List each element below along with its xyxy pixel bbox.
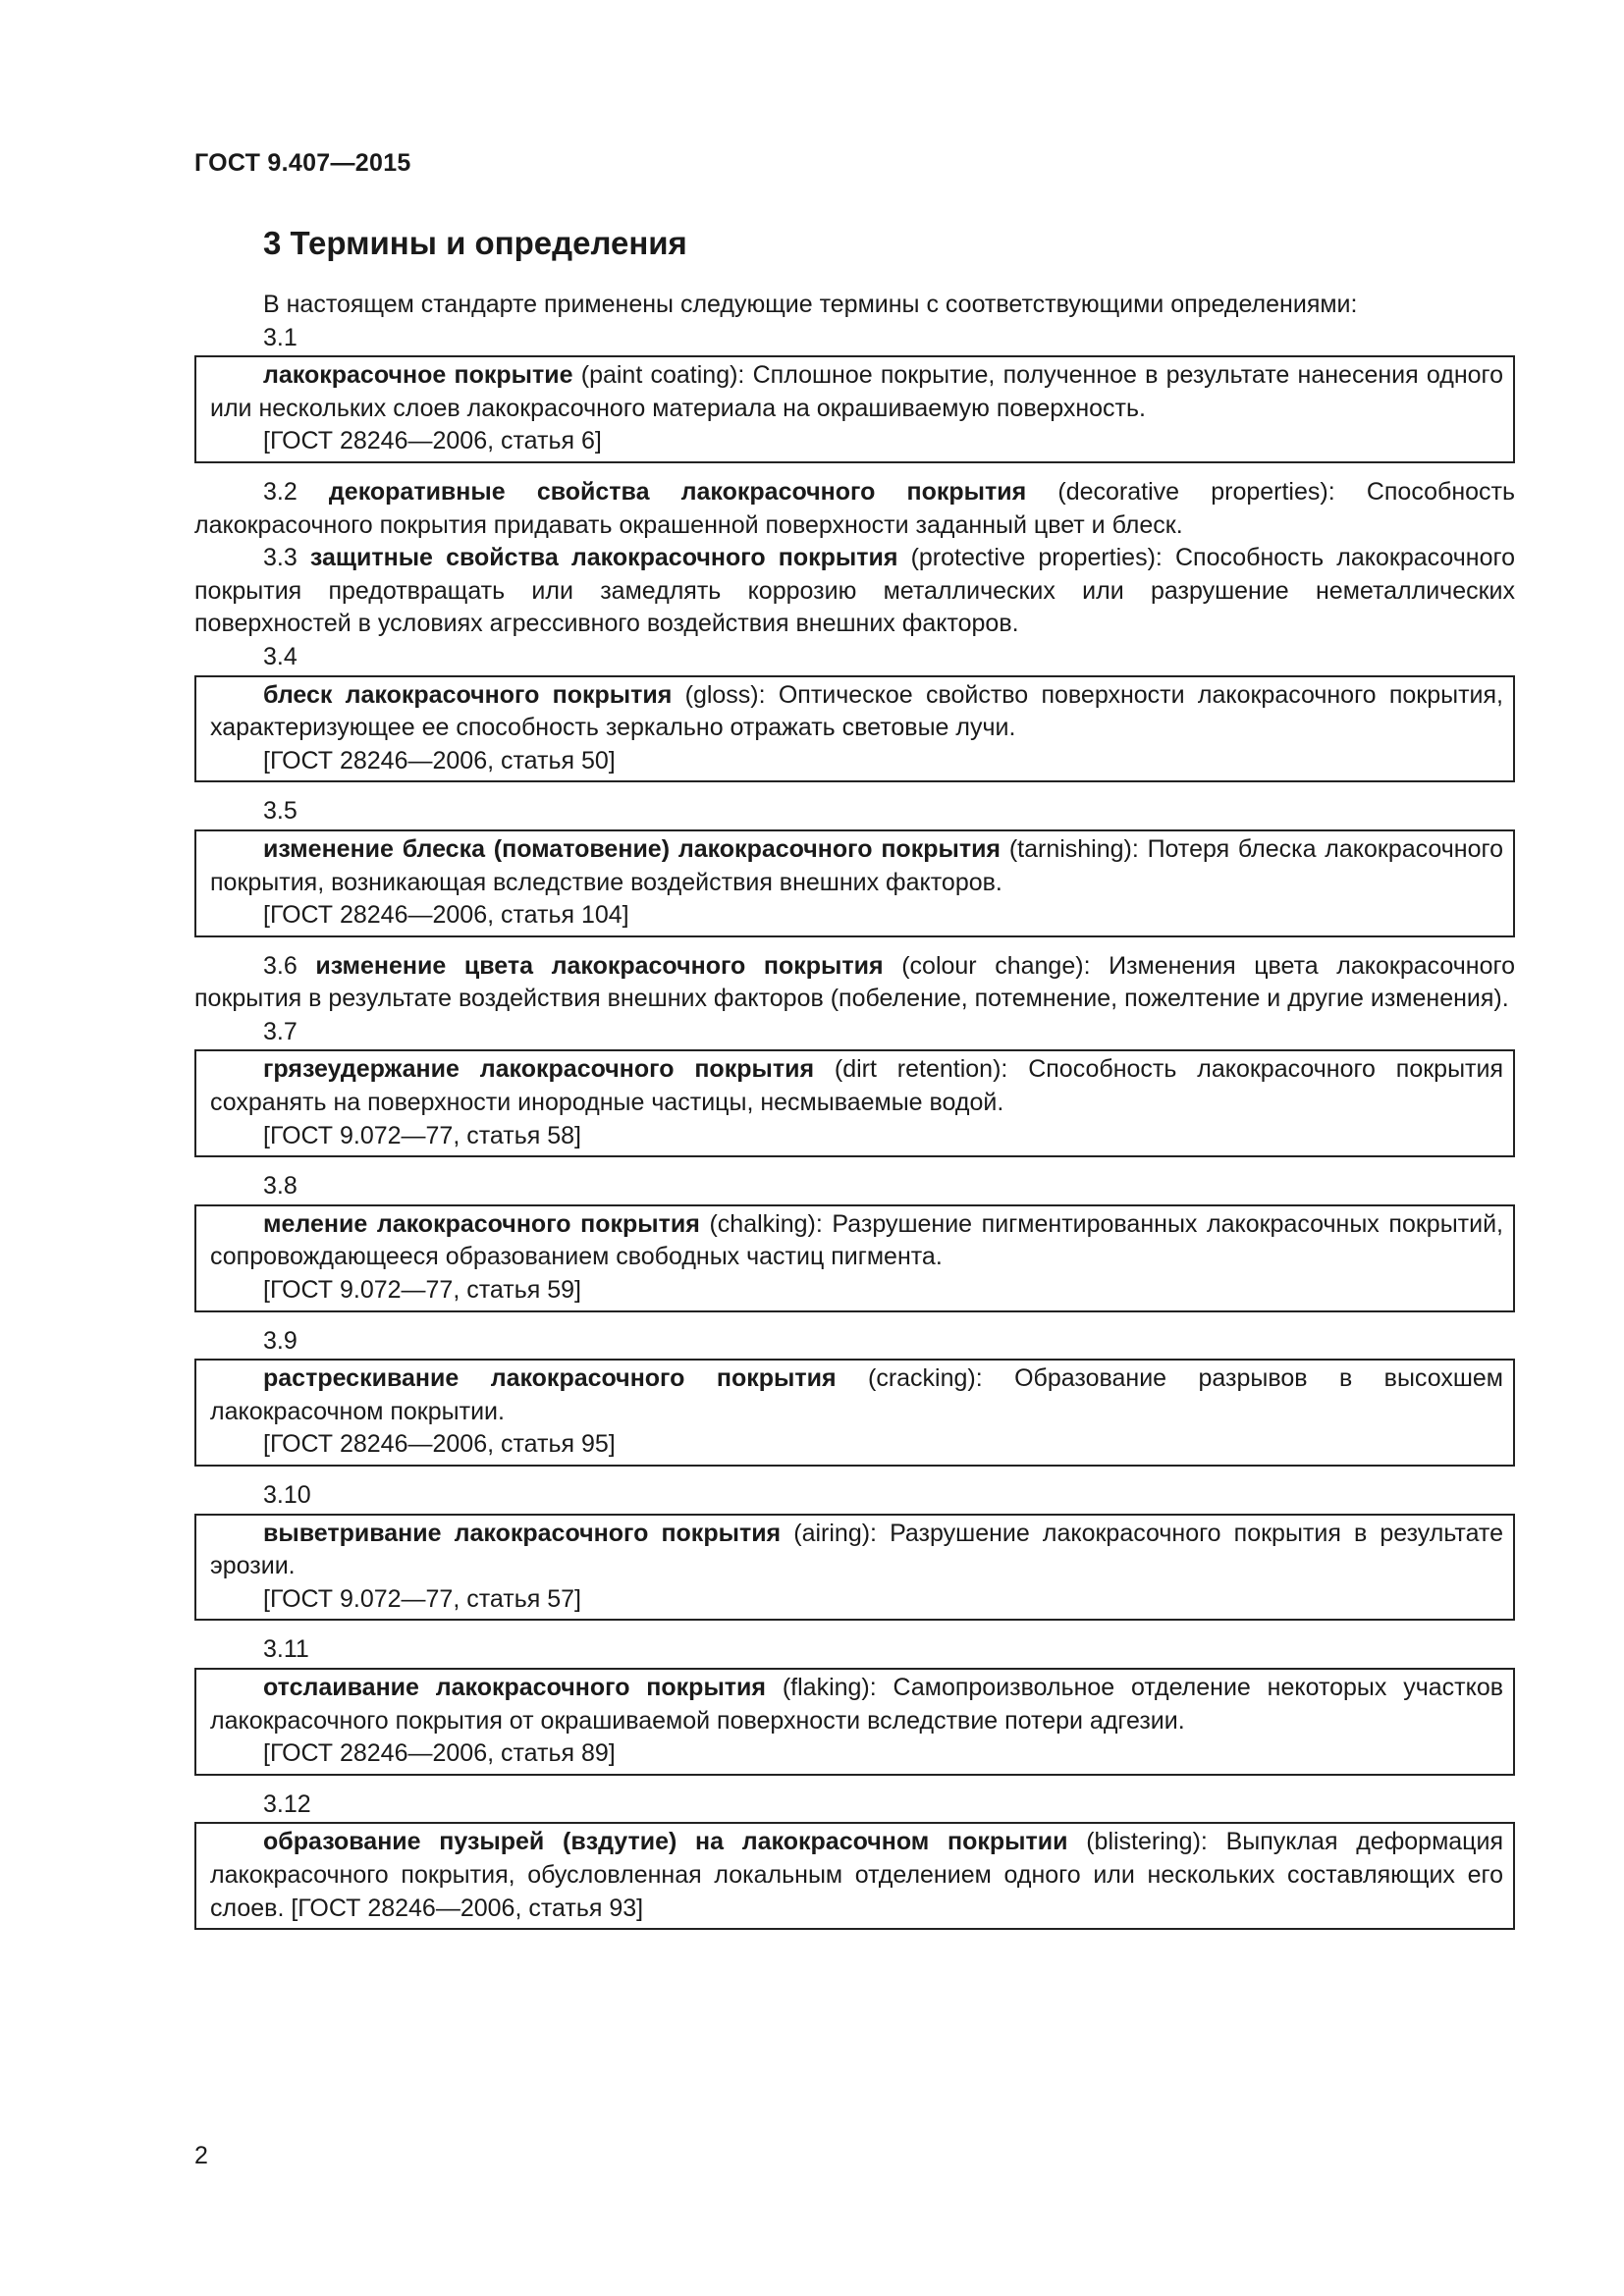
term-definition xyxy=(210,833,1503,899)
term-box xyxy=(194,1359,1515,1467)
term-text: (dirt retention): Способность лакокрасочного покрытия сохранять на поверхности инородные частицы, несмываемые водой. xyxy=(210,1055,1504,1117)
term-definition xyxy=(210,679,1503,745)
term-text: (paint coating): Сплошное покрытие, полученное в результате нанесения одного или нескольких слоев лакокрасочного материала на окрашиваемую поверхность. xyxy=(210,361,1504,422)
term-number: 3.3 xyxy=(263,544,310,572)
term-text: (colour change): Изменения цвета лакокрасочного покрытия в результате воздействия внешних факторов (побеление, потемнение, пожелтение и другие изменения). xyxy=(194,951,1515,1013)
term-text: (flaking): Самопроизвольное отделение некоторых участков лакокрасочного покрытия от окрашиваемой поверхности вследствие потери адгезии. xyxy=(210,1673,1503,1735)
term-reference: [ГОСТ 28246—2006, статья 95] xyxy=(263,1430,616,1459)
term-box xyxy=(194,675,1515,783)
term-text: (protective properties): Способность лакокрасочного покрытия предотвращать или замедлять коррозию металлических или разрушение неметаллических поверхностей в условиях агрессивного воздействия внешних факторов. xyxy=(194,544,1515,638)
term-text: (tarnishing): Потеря блеска лакокрасочного покрытия, возникающая вследствие воздействия внешних факторов. xyxy=(210,834,1503,896)
term-paragraph xyxy=(194,476,1515,542)
document-body xyxy=(194,224,1515,1943)
term-name: растрескивание лакокрасочного покрытия xyxy=(263,1364,837,1393)
term-number: 3.6 xyxy=(263,951,316,980)
document-header: ГОСТ 9.407—2015 xyxy=(194,149,411,177)
term-reference: [ГОСТ 9.072—77, статья 58] xyxy=(263,1121,581,1149)
term-reference: [ГОСТ 28246—2006, статья 6] xyxy=(263,427,602,455)
term-number: 3.7 xyxy=(263,1017,298,1045)
term-text: (airing): Разрушение лакокрасочного покрытия в результате эрозии. xyxy=(210,1519,1503,1580)
term-name: лакокрасочное покрытие xyxy=(263,361,573,390)
term-name: изменение цвета лакокрасочного покрытия xyxy=(315,951,884,980)
term-text: (cracking): Образование разрывов в высохшем лакокрасочном покрытии. xyxy=(210,1364,1503,1425)
term-number: 3.1 xyxy=(263,323,298,351)
term-name: защитные свойства лакокрасочного покрытия xyxy=(309,544,898,572)
term-reference: [ГОСТ 28246—2006, статья 50] xyxy=(263,746,616,774)
term-reference: [ГОСТ 9.072—77, статья 59] xyxy=(263,1276,581,1305)
term-definition xyxy=(210,1672,1503,1737)
section-intro: В настоящем стандарте применены следующие термины с соответствующими определениями: xyxy=(263,291,1358,318)
term-name: отслаивание лакокрасочного покрытия xyxy=(263,1673,767,1701)
term-number: 3.5 xyxy=(263,797,298,826)
term-name: грязеудержание лакокрасочного покрытия xyxy=(263,1055,815,1084)
term-name: меление лакокрасочного покрытия xyxy=(263,1209,700,1238)
term-number: 3.11 xyxy=(263,1635,309,1664)
term-box xyxy=(194,355,1515,463)
term-reference: [ГОСТ 28246—2006, статья 104] xyxy=(263,901,629,930)
term-text: (chalking): Разрушение пигментированных лакокрасочных покрытий, сопровождающееся образованием свободных частиц пигмента. xyxy=(210,1209,1503,1271)
term-name: выветривание лакокрасочного покрытия xyxy=(263,1519,782,1547)
term-name: декоративные свойства лакокрасочного покрытия xyxy=(328,477,1027,506)
term-paragraph xyxy=(194,542,1515,641)
term-definition xyxy=(210,1826,1503,1925)
term-text: (blistering): Выпуклая деформация лакокрасочного покрытия, обусловленная локальным отделением одного или нескольких составляющих его слоев. [ГОСТ 28246—2006, статья 93] xyxy=(210,1828,1503,1922)
term-paragraph xyxy=(194,950,1515,1016)
term-box xyxy=(194,1049,1515,1157)
term-definition xyxy=(210,1518,1503,1583)
term-definition xyxy=(210,359,1503,425)
term-text: (gloss): Оптическое свойство поверхности лакокрасочного покрытия, характеризующее ее способность зеркально отражать световые лучи. xyxy=(210,680,1503,742)
term-number: 3.2 xyxy=(263,477,329,506)
term-definition xyxy=(210,1362,1503,1428)
term-reference: [ГОСТ 9.072—77, статья 57] xyxy=(263,1584,581,1613)
term-reference: [ГОСТ 28246—2006, статья 89] xyxy=(263,1739,616,1768)
term-definition xyxy=(210,1053,1503,1119)
term-name: изменение блеска (поматовение) лакокрасочного покрытия xyxy=(263,834,1001,863)
term-box xyxy=(194,1514,1515,1622)
term-box xyxy=(194,1822,1515,1930)
term-box xyxy=(194,829,1515,937)
term-number: 3.4 xyxy=(263,642,298,670)
term-text: (decorative properties): Способность лакокрасочного покрытия придавать окрашенной поверхности заданный цвет и блеск. xyxy=(194,477,1516,539)
term-box xyxy=(194,1668,1515,1776)
term-definition xyxy=(210,1208,1503,1274)
term-number: 3.8 xyxy=(263,1172,298,1201)
term-number: 3.10 xyxy=(263,1481,311,1509)
section-title: 3 Термины и определения xyxy=(263,225,687,261)
term-number: 3.12 xyxy=(263,1789,311,1818)
term-name: образование пузырей (вздутие) на лакокрасочном покрытии xyxy=(263,1828,1068,1856)
term-box xyxy=(194,1204,1515,1312)
term-name: блеск лакокрасочного покрытия xyxy=(263,680,673,709)
term-number: 3.9 xyxy=(263,1326,298,1355)
page-number: 2 xyxy=(194,2142,208,2169)
